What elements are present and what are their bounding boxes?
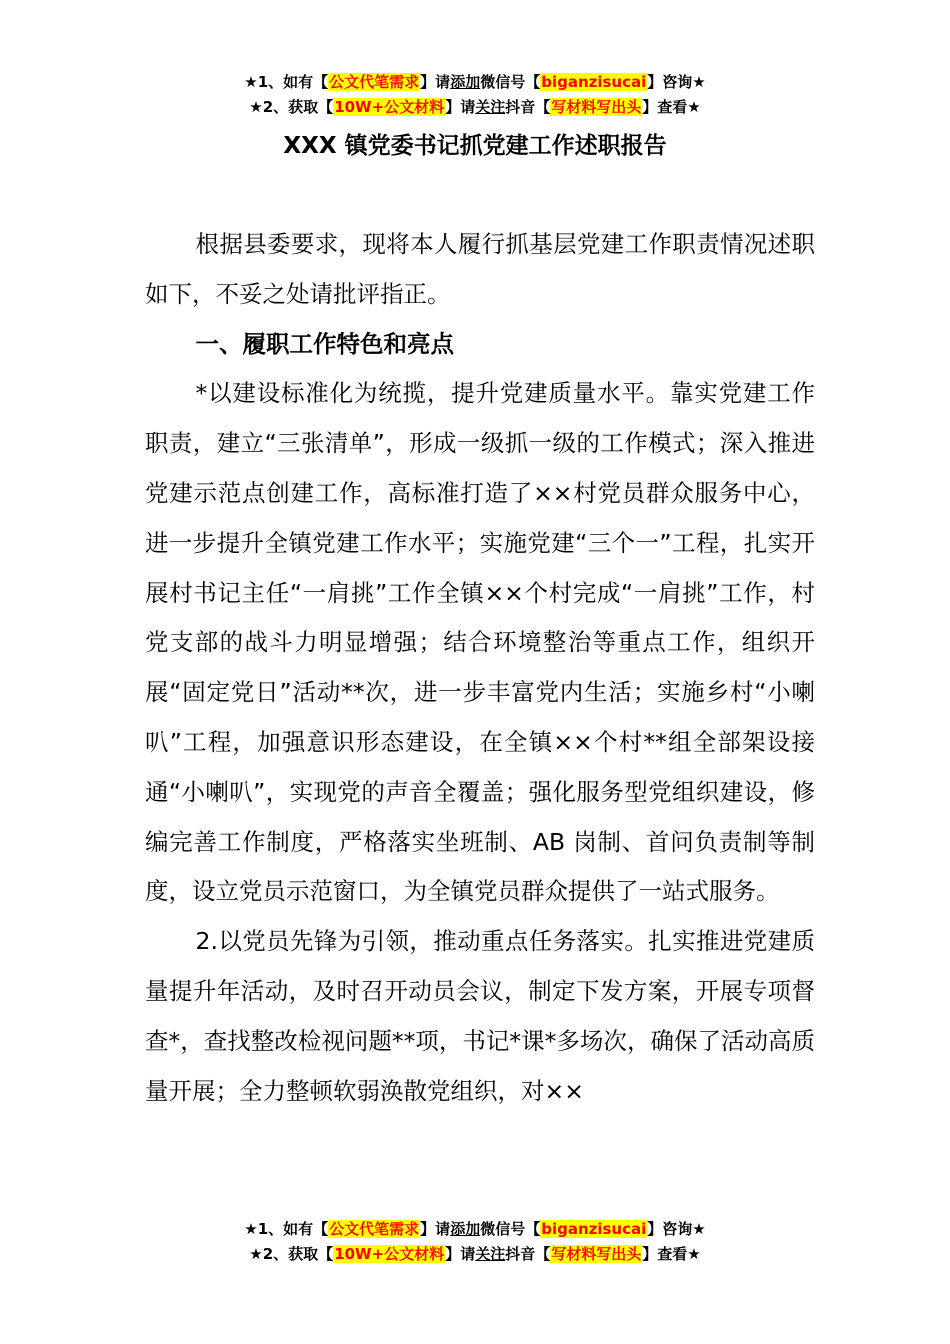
douyin-id-highlight: 写材料写出头	[551, 1245, 642, 1263]
wechat-id-highlight: biganzisucai	[541, 1220, 647, 1238]
douyin-id-highlight: 写材料写出头	[551, 98, 642, 116]
promo-banner-bottom	[0, 1217, 950, 1267]
intro-paragraph: 根据县委要求，现将本人履行抓基层党建工作职责情况述职如下，不妥之处请批评指正。	[145, 230, 815, 308]
promo-text: 抖音【	[505, 98, 551, 116]
body-paragraph-1: *以建设标准化为统揽，提升党建质量水平。靠实党建工作职责，建立“三张清单”，形成一级抓一级的工作模式；深入推进党建示范点创建工作，高标准打造了××村党员群众服务中心，进一步提升全镇党建工作水平；实施党建“三个一”工程，扎实开展村书记主任“一肩挑”工作全镇××个村完成“一肩挑”工作，村党支部的战斗力明显增强；结合环境整治等重点工作，组织开展“固定党日”活动**次，进一步丰富党内生活；实施乡村“小喇叭”工程，加强意识形态建设，在全镇××个村**组全部架设接通“小喇叭”，实现党的声音全覆盖；强化服务型党组织建设，修编完善工作制度，严格落实坐班制、AB 岗制、首问负责制等制度，设立党员示范窗口，为全镇党员群众提供了一站式服务。	[145, 379, 815, 906]
promo-text: 】查看★	[642, 1245, 701, 1263]
promo-text: ★2、获取【	[249, 98, 334, 116]
promo-underlined: 添加	[450, 1220, 481, 1238]
promo-highlight: 公文代笔需求	[329, 73, 420, 91]
promo-highlight: 公文代笔需求	[329, 1220, 420, 1238]
promo-text: ★1、如有【	[244, 73, 329, 91]
promo-banner-top	[0, 70, 950, 120]
promo-underlined: 关注	[475, 1245, 506, 1263]
promo-text: 】查看★	[642, 98, 701, 116]
wechat-id-highlight: biganzisucai	[541, 73, 647, 91]
document-title: XXX 镇党委书记抓党建工作述职报告	[283, 133, 667, 159]
section-heading: 一、履职工作特色和亮点	[195, 329, 455, 358]
promo-line-2	[0, 95, 950, 120]
document-body	[145, 220, 815, 1116]
promo-text: 】请	[445, 1245, 476, 1263]
promo-text: ★1、如有【	[244, 1220, 329, 1238]
promo-line-1	[0, 1217, 950, 1242]
promo-text: 微信号【	[480, 73, 541, 91]
promo-highlight: 10W+公文材料	[334, 1245, 445, 1263]
promo-underlined: 添加	[450, 73, 481, 91]
promo-line-2	[0, 1242, 950, 1267]
promo-text: 】请	[420, 73, 451, 91]
body-paragraph-2: 2.以党员先锋为引领，推动重点任务落实。扎实推进党建质量提升年活动，及时召开动员会议，制定下发方案，开展专项督查*，查找整改检视问题**项，书记*课*多场次，确保了活动高质量开展；全力整顿软弱涣散党组织，对××	[145, 927, 815, 1105]
promo-text: 】请	[420, 1220, 451, 1238]
promo-text: ★2、获取【	[249, 1245, 334, 1263]
promo-text: 】咨询★	[647, 73, 706, 91]
promo-text: 抖音【	[505, 1245, 551, 1263]
promo-text: 】请	[445, 98, 476, 116]
promo-text: 】咨询★	[647, 1220, 706, 1238]
promo-highlight: 10W+公文材料	[334, 98, 445, 116]
promo-text: 微信号【	[480, 1220, 541, 1238]
promo-underlined: 关注	[475, 98, 506, 116]
promo-line-1	[0, 70, 950, 95]
